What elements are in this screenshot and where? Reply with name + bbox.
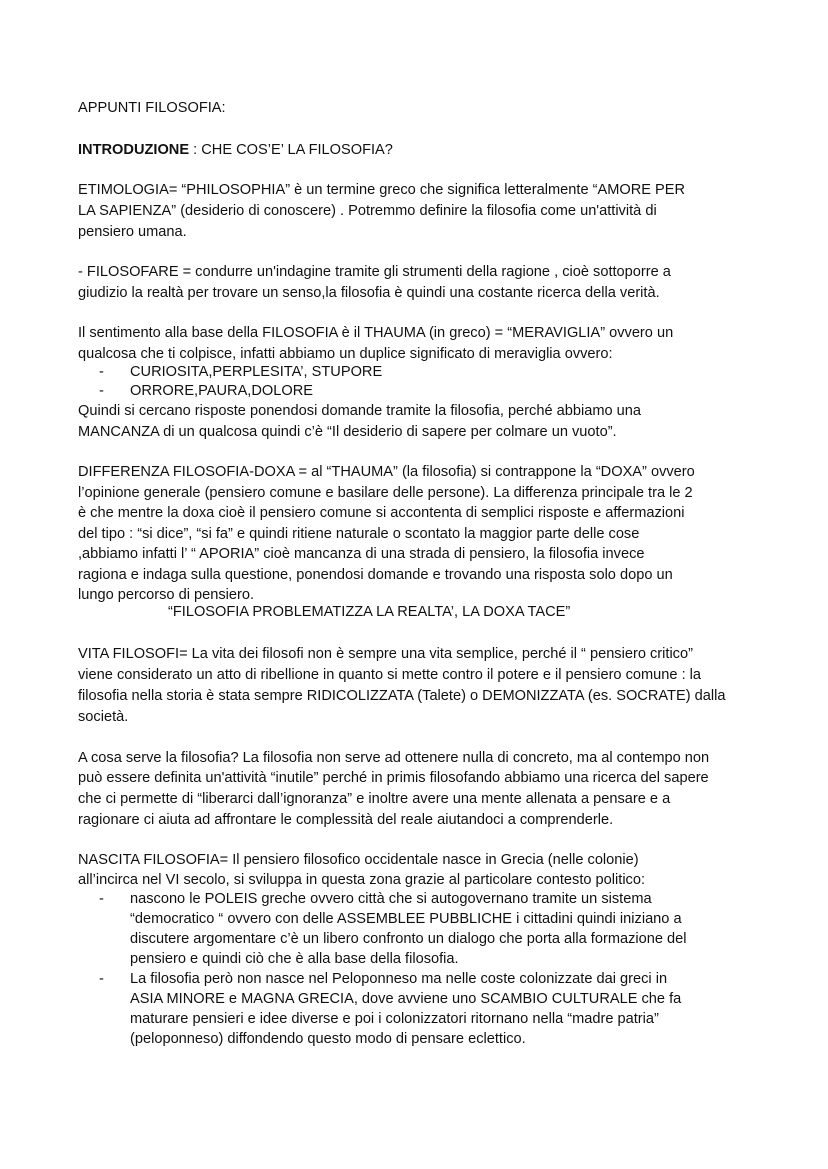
list-item-line: pensiero e quindi ciò che è alla base della filosofia. bbox=[130, 951, 459, 967]
paragraph-line: può essere definita un'attività “inutile” perché in primis filosofando abbiamo una ricerca del sapere bbox=[78, 770, 709, 786]
heading-bold: INTRODUZIONE bbox=[78, 142, 190, 158]
list-item-line: maturare pensieri e idee diverse e poi i colonizzatori ritornano nella “madre patria” bbox=[130, 1011, 659, 1027]
heading-rest: : CHE COS’E’ LA FILOSOFIA? bbox=[189, 142, 393, 158]
paragraph-line: ETIMOLOGIA= “PHILOSOPHIA” è un termine greco che significa letteralmente “AMORE PER bbox=[78, 182, 686, 198]
paragraph-line: Il sentimento alla base della FILOSOFIA è il THAUMA (in greco) = “MERAVIGLIA” ovvero un bbox=[78, 325, 674, 341]
paragraph-line: giudizio la realtà per trovare un senso,la filosofia è quindi una costante ricerca della verità. bbox=[78, 285, 660, 301]
document-title: APPUNTI FILOSOFIA: bbox=[78, 100, 226, 116]
paragraph-line: società. bbox=[78, 709, 129, 725]
bullet-marker: - bbox=[99, 971, 104, 987]
list-item-line: (peloponneso) diffondendo questo modo di pensare eclettico. bbox=[130, 1031, 526, 1047]
paragraph-line: ,abbiamo infatti l’ “ APORIA” cioè mancanza di una strada di pensiero, la filosofia invece bbox=[78, 546, 645, 562]
paragraph-line: pensiero umana. bbox=[78, 224, 187, 240]
list-item-line: La filosofia però non nasce nel Peloponneso ma nelle coste colonizzate dai greci in bbox=[130, 971, 668, 987]
paragraph-line: Quindi si cercano risposte ponendosi domande tramite la filosofia, perché abbiamo una bbox=[78, 403, 641, 419]
list-item-line: “democratico “ ovvero con delle ASSEMBLEE PUBBLICHE i cittadini quindi iniziano a bbox=[130, 911, 682, 927]
list-item-line: CURIOSITA,PERPLESITA’, STUPORE bbox=[130, 364, 383, 380]
list-item-line: ASIA MINORE e MAGNA GRECIA, dove avviene uno SCAMBIO CULTURALE che fa bbox=[130, 991, 682, 1007]
paragraph-line: è che mentre la doxa cioè il pensiero comune si accontenta di semplici risposte e affermazioni bbox=[78, 505, 685, 521]
section-heading bbox=[78, 141, 393, 159]
quote-line: “FILOSOFIA PROBLEMATIZZA LA REALTA’, LA DOXA TACE” bbox=[168, 604, 571, 620]
paragraph-line: all’incirca nel VI secolo, si sviluppa in questa zona grazie al particolare contesto politico: bbox=[78, 872, 646, 888]
bullet-marker: - bbox=[99, 891, 104, 907]
paragraph-line: NASCITA FILOSOFIA= Il pensiero filosofico occidentale nasce in Grecia (nelle colonie) bbox=[78, 852, 639, 868]
paragraph-line: del tipo : “si dice”, “si fa” e quindi ritiene naturale o scontato la maggior parte delle cose bbox=[78, 526, 640, 542]
list-item-line: discutere argomentare c’è un libero confronto un dialogo che porta alla formazione del bbox=[130, 931, 687, 947]
paragraph-line: LA SAPIENZA” (desiderio di conoscere) . Potremmo definire la filosofia come un'attività di bbox=[78, 203, 657, 219]
paragraph-line: che ci permette di “liberarci dall’ignoranza” e inoltre avere una mente allenata a pensare e a bbox=[78, 791, 671, 807]
paragraph-line: l’opinione generale (pensiero comune e basilare delle persone). La differenza principale tra le 2 bbox=[78, 485, 693, 501]
paragraph-line: qualcosa che ti colpisce, infatti abbiamo un duplice significato di meraviglia ovvero: bbox=[78, 346, 613, 362]
paragraph-line: A cosa serve la filosofia? La filosofia non serve ad ottenere nulla di concreto, ma al contempo non bbox=[78, 750, 710, 766]
paragraph-line: filosofia nella storia è stata sempre RIDICOLIZZATA (Talete) o DEMONIZZATA (es. SOCRATE) dalla bbox=[78, 688, 726, 704]
list-item-line: ORRORE,PAURA,DOLORE bbox=[130, 383, 313, 399]
paragraph-line: MANCANZA di un qualcosa quindi c’è “Il desiderio di sapere per colmare un vuoto”. bbox=[78, 424, 617, 440]
paragraph-line: ragionare ci aiuta ad affrontare le complessità del reale aiutandoci a comprenderle. bbox=[78, 812, 614, 828]
list-item-line: nascono le POLEIS greche ovvero città che si autogovernano tramite un sistema bbox=[130, 891, 652, 907]
bullet-marker: - bbox=[99, 364, 104, 380]
paragraph-line: viene considerato un atto di ribellione in quanto si mette contro il potere e il pensiero comune : la bbox=[78, 667, 702, 683]
paragraph-line: VITA FILOSOFI= La vita dei filosofi non è sempre una vita semplice, perché il “ pensiero critico” bbox=[78, 646, 693, 662]
paragraph-line: lungo percorso di pensiero. bbox=[78, 587, 255, 603]
bullet-marker: - bbox=[99, 383, 104, 399]
paragraph-line: - FILOSOFARE = condurre un'indagine tramite gli strumenti della ragione , cioè sottoporre a bbox=[78, 264, 671, 280]
paragraph-line: ragiona e indaga sulla questione, ponendosi domande e trovando una risposta solo dopo un bbox=[78, 567, 673, 583]
paragraph-line: DIFFERENZA FILOSOFIA-DOXA = al “THAUMA” (la filosofia) si contrappone la “DOXA” ovvero bbox=[78, 464, 695, 480]
